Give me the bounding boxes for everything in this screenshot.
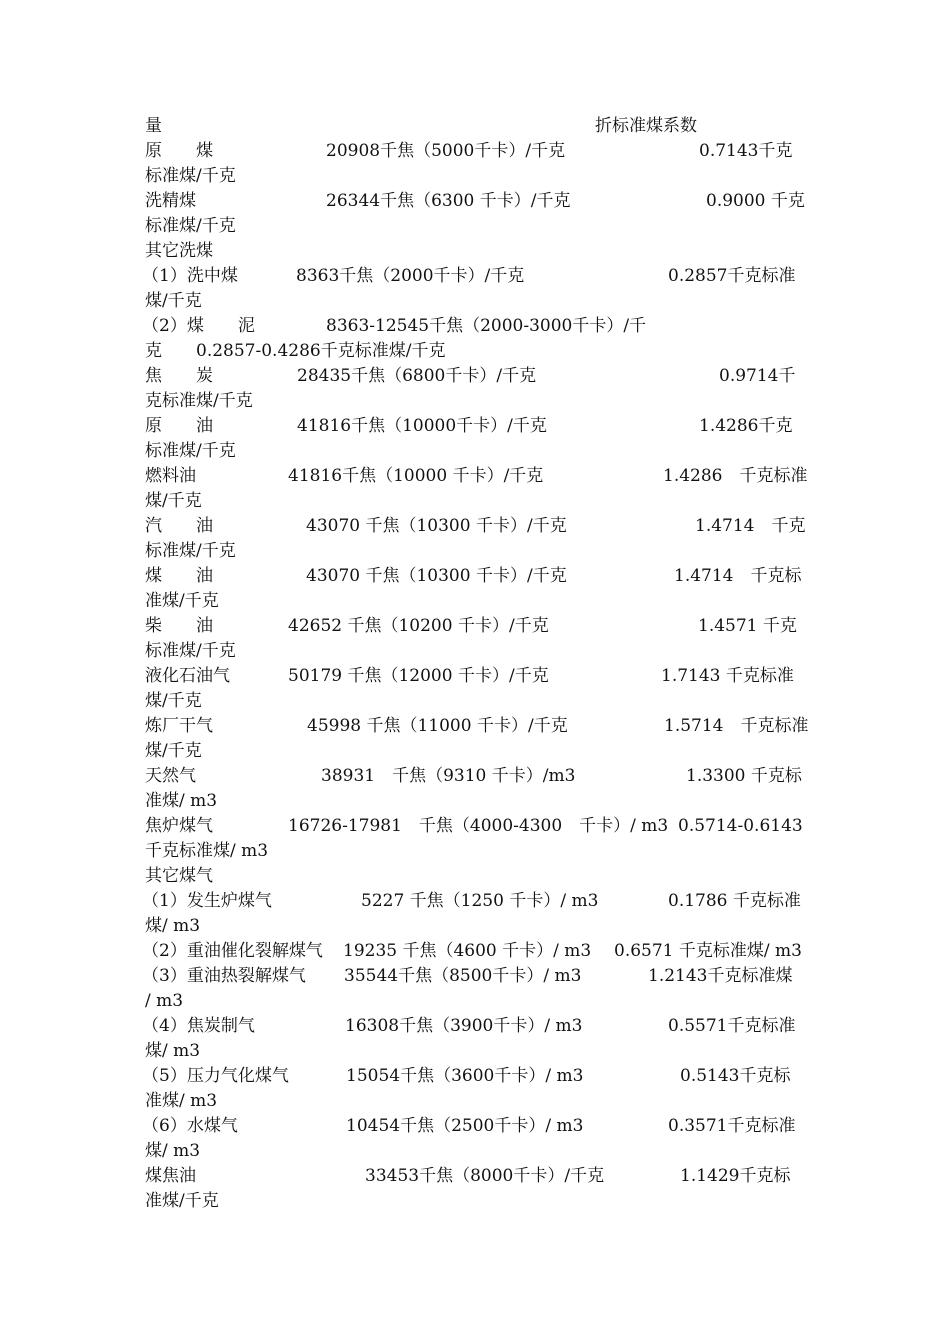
coefficient: 0.9714千 <box>719 366 796 386</box>
row-refinery-dry-gas-cont <box>145 739 825 764</box>
row-fuel-oil-cont <box>145 489 825 514</box>
row-coal-tar <box>145 1164 825 1189</box>
coefficient: 0.3571千克标准 <box>668 1116 796 1136</box>
fuel-name: （4）焦炭制气 <box>142 1016 255 1036</box>
heat-value: 41816千焦（10000千卡）/千克 <box>297 416 547 436</box>
row-natural-gas <box>145 764 825 789</box>
row-producer-gas <box>142 889 825 914</box>
fuel-name: 液化石油气 <box>145 666 230 686</box>
heat-value: 42652 千焦（10200 千卡）/千克 <box>288 616 549 636</box>
coefficient-continued: 煤/千克 <box>145 491 202 511</box>
fuel-name: （2）重油催化裂解煤气 <box>142 941 323 961</box>
row-washed-clean-coal <box>145 189 825 214</box>
fuel-name: （1）洗中煤 <box>142 266 238 286</box>
coefficient-continued: 标准煤/千克 <box>145 641 236 661</box>
row-diesel-cont <box>145 639 825 664</box>
coefficient: 1.4286 千克标准 <box>663 466 808 486</box>
fuel-name: （1）发生炉煤气 <box>142 891 272 911</box>
row-raw-coal-cont <box>145 164 825 189</box>
fuel-name: 焦炉煤气 <box>145 816 213 836</box>
row-other-gas <box>145 864 825 889</box>
fuel-name: 原 油 <box>145 416 213 436</box>
heat-value: 15054千焦（3600千卡）/ m3 <box>346 1066 584 1086</box>
coefficient: 1.4286千克 <box>699 416 793 436</box>
fuel-name: 洗精煤 <box>145 191 196 211</box>
row-fuel-oil <box>145 464 825 489</box>
row-washed-clean-coal-cont <box>145 214 825 239</box>
heat-value: 43070 千焦（10300 千卡）/千克 <box>306 516 567 536</box>
heat-value: 38931 千焦（9310 千卡）/m3 <box>321 766 576 786</box>
row-coke-cont <box>145 389 825 414</box>
heat-value: 5227 千焦（1250 千卡）/ m3 <box>361 891 599 911</box>
row-coke-gas-cont <box>145 1039 825 1064</box>
row-water-gas <box>142 1114 825 1139</box>
fuel-name: 煤 油 <box>145 566 213 586</box>
coefficient: 0.9000 千克 <box>706 191 805 211</box>
coefficient: 0.5143千克标 <box>680 1066 791 1086</box>
row-heavy-oil-thermal-gas <box>142 964 825 989</box>
fuel-name: 原 煤 <box>145 141 213 161</box>
row-gasoline-cont <box>145 539 825 564</box>
row-crude-oil <box>145 414 825 439</box>
fuel-name: 焦 炭 <box>145 366 213 386</box>
fuel-name: 其它煤气 <box>145 866 213 886</box>
heat-value: 33453千焦（8000千卡）/千克 <box>365 1166 605 1186</box>
coefficient: 0.5571千克标准 <box>668 1016 796 1036</box>
heat-value: 16308千焦（3900千卡）/ m3 <box>345 1016 583 1036</box>
row-coke-oven-gas-cont <box>145 839 825 864</box>
coefficient: 1.5714 千克标准 <box>664 716 809 736</box>
coefficient-continued: 准煤/ m3 <box>145 791 218 811</box>
heat-value: 8363千焦（2000千卡）/千克 <box>296 266 525 286</box>
row-other-washed-coal <box>145 239 825 264</box>
row-water-gas-cont <box>145 1139 825 1164</box>
heat-value: 45998 千焦（11000 千卡）/千克 <box>307 716 568 736</box>
coefficient-continued: 准煤/ m3 <box>145 1091 218 1111</box>
fuel-name: 燃料油 <box>145 466 196 486</box>
coefficient-continued: 准煤/千克 <box>145 1191 219 1211</box>
row-kerosene <box>145 564 825 589</box>
row-coal-slime-cont <box>145 339 825 364</box>
heat-value: 10454千焦（2500千卡）/ m3 <box>346 1116 584 1136</box>
coefficient: 0.7143千克 <box>699 141 793 161</box>
row-coke-gas <box>142 1014 825 1039</box>
coefficient-continued: 克 0.2857-0.4286千克标准煤/千克 <box>145 341 446 361</box>
row-diesel <box>145 614 825 639</box>
fuel-name: 煤焦油 <box>145 1166 196 1186</box>
coefficient-continued: 标准煤/千克 <box>145 216 236 236</box>
row-natural-gas-cont <box>145 789 825 814</box>
coefficient: 1.4571 千克 <box>698 616 797 636</box>
heat-value: 41816千焦（10000 千卡）/千克 <box>288 466 544 486</box>
row-kerosene-cont <box>145 589 825 614</box>
coefficient: 0.2857千克标准 <box>668 266 796 286</box>
coefficient-continued: 煤/ m3 <box>145 1141 201 1161</box>
row-producer-gas-cont <box>145 914 825 939</box>
row-middling-coal <box>142 264 825 289</box>
row-raw-coal <box>145 139 825 164</box>
fuel-name: 柴 油 <box>145 616 213 636</box>
heat-value: 43070 千焦（10300 千卡）/千克 <box>306 566 567 586</box>
heat-value: 19235 千焦（4600 千卡）/ m3 <box>343 941 592 961</box>
coefficient: 0.5714-0.6143 <box>678 816 803 836</box>
heat-value: 20908千焦（5000千卡）/千克 <box>326 141 566 161</box>
coefficient-continued: 煤/ m3 <box>145 1041 201 1061</box>
coefficient: 1.3300 千克标 <box>686 766 802 786</box>
heat-value: 26344千焦（6300 千卡）/千克 <box>326 191 571 211</box>
coefficient: 1.2143千克标准煤 <box>648 966 793 986</box>
coefficient-continued: 克标准煤/千克 <box>145 391 253 411</box>
row-pressure-gasification-gas-cont <box>145 1089 825 1114</box>
heat-value: 8363-12545千焦（2000-3000千卡）/千 <box>326 316 647 336</box>
coefficient: 1.4714 千克标 <box>674 566 802 586</box>
coefficient: 0.6571 千克标准煤/ m3 <box>614 941 802 961</box>
header-line <box>145 114 825 139</box>
coefficient: 1.1429千克标 <box>680 1166 791 1186</box>
coefficient-continued: 煤/千克 <box>145 691 202 711</box>
row-lpg <box>145 664 825 689</box>
coefficient-continued: 千克标准煤/ m3 <box>145 841 269 861</box>
row-refinery-dry-gas <box>145 714 825 739</box>
fuel-name: （6）水煤气 <box>142 1116 238 1136</box>
fuel-name: 炼厂干气 <box>145 716 213 736</box>
fuel-name: （5）压力气化煤气 <box>142 1066 289 1086</box>
fuel-name: 其它洗煤 <box>145 241 213 261</box>
heat-value: 28435千焦（6800千卡）/千克 <box>297 366 537 386</box>
coefficient-continued: 煤/千克 <box>145 741 202 761</box>
coefficient: 0.1786 千克标准 <box>668 891 801 911</box>
heat-value: 16726-17981 千焦（4000-4300 千卡）/ m3 <box>288 816 669 836</box>
row-lpg-cont <box>145 689 825 714</box>
row-pressure-gasification-gas <box>142 1064 825 1089</box>
row-coke-oven-gas <box>145 814 825 839</box>
header-quantity: 量 <box>145 116 162 136</box>
fuel-name: （2）煤 泥 <box>142 316 255 336</box>
fuel-name: （3）重油热裂解煤气 <box>142 966 306 986</box>
coefficient-continued: 标准煤/千克 <box>145 441 236 461</box>
row-heavy-oil-thermal-gas-cont <box>145 989 825 1014</box>
header-coefficient: 折标准煤系数 <box>595 116 697 136</box>
row-coal-slime <box>142 314 825 339</box>
coefficient-continued: 准煤/千克 <box>145 591 219 611</box>
coefficient: 1.7143 千克标准 <box>661 666 794 686</box>
fuel-name: 汽 油 <box>145 516 213 536</box>
row-middling-coal-cont <box>145 289 825 314</box>
fuel-name: 天然气 <box>145 766 196 786</box>
row-gasoline <box>145 514 825 539</box>
coefficient-continued: 煤/ m3 <box>145 916 201 936</box>
heat-value: 50179 千焦（12000 千卡）/千克 <box>288 666 549 686</box>
coefficient: 1.4714 千克 <box>695 516 806 536</box>
coefficient-continued: 煤/千克 <box>145 291 202 311</box>
coefficient-continued: 标准煤/千克 <box>145 541 236 561</box>
row-coke <box>145 364 825 389</box>
heat-value: 35544千焦（8500千卡）/ m3 <box>344 966 582 986</box>
row-heavy-oil-catalytic-gas <box>142 939 825 964</box>
row-coal-tar-cont <box>145 1189 825 1214</box>
coefficient-continued: 标准煤/千克 <box>145 166 236 186</box>
row-crude-oil-cont <box>145 439 825 464</box>
coefficient-continued: / m3 <box>145 991 184 1011</box>
